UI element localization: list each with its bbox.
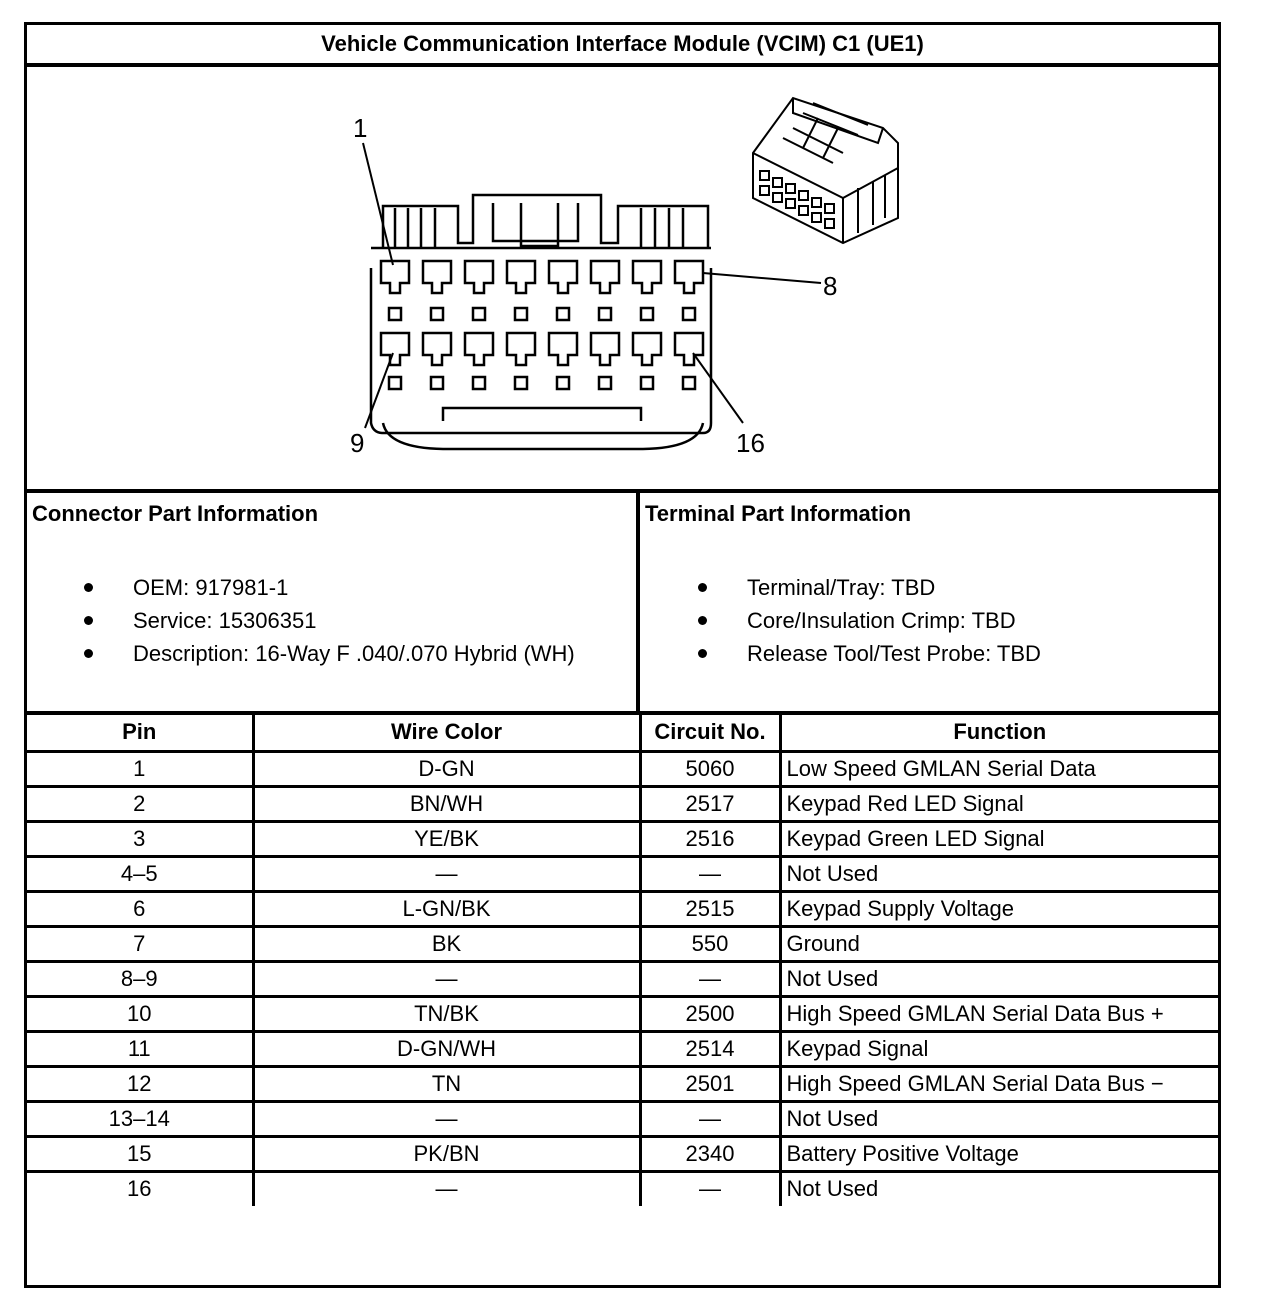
cell-circuit-no: 2501 bbox=[640, 1066, 780, 1101]
cell-circuit-no: 2517 bbox=[640, 786, 780, 821]
cell-pin: 3 bbox=[27, 821, 253, 856]
table-row bbox=[27, 1136, 1218, 1171]
bullet-icon bbox=[698, 583, 707, 592]
cell-pin: 4–5 bbox=[27, 856, 253, 891]
page-title: Vehicle Communication Interface Module (VCIM) C1 (UE1) bbox=[27, 25, 1218, 67]
table-row bbox=[27, 926, 1218, 961]
cell-pin: 15 bbox=[27, 1136, 253, 1171]
bullet-icon bbox=[84, 583, 93, 592]
cell-wire-color: — bbox=[253, 961, 640, 996]
cell-function: High Speed GMLAN Serial Data Bus − bbox=[780, 1066, 1218, 1101]
connector-3d-icon bbox=[753, 98, 898, 243]
cell-wire-color: — bbox=[253, 1101, 640, 1136]
connector-info-heading: Connector Part Information bbox=[32, 501, 319, 526]
cell-circuit-no: 2516 bbox=[640, 821, 780, 856]
table-header-row bbox=[27, 713, 1218, 751]
table-row bbox=[27, 821, 1218, 856]
bullet-icon bbox=[698, 649, 707, 658]
cell-pin: 11 bbox=[27, 1031, 253, 1066]
cell-function: Keypad Supply Voltage bbox=[780, 891, 1218, 926]
latch-holes-top bbox=[389, 308, 695, 320]
leader-pin-8 bbox=[703, 273, 821, 283]
terminal-info-heading: Terminal Part Information bbox=[645, 501, 912, 526]
cell-circuit-no: — bbox=[640, 961, 780, 996]
header-circuit-no: Circuit No. bbox=[640, 713, 780, 751]
cell-function: Ground bbox=[780, 926, 1218, 961]
leader-pin-9 bbox=[365, 353, 393, 428]
header-pin: Pin bbox=[27, 713, 253, 751]
cell-circuit-no: 2515 bbox=[640, 891, 780, 926]
cell-circuit-no: 2340 bbox=[640, 1136, 780, 1171]
pinout-table bbox=[27, 711, 1218, 1206]
pin-label-8: 8 bbox=[823, 271, 838, 301]
housing-ribs bbox=[395, 203, 683, 248]
cell-pin: 12 bbox=[27, 1066, 253, 1101]
cell-function: Battery Positive Voltage bbox=[780, 1136, 1218, 1171]
cell-wire-color: BN/WH bbox=[253, 786, 640, 821]
cell-wire-color: — bbox=[253, 1171, 640, 1206]
list-item: Terminal/Tray: TBD bbox=[698, 571, 1041, 604]
cell-circuit-no: — bbox=[640, 1101, 780, 1136]
cell-pin: 2 bbox=[27, 786, 253, 821]
cell-wire-color: — bbox=[253, 856, 640, 891]
table-row bbox=[27, 856, 1218, 891]
table-row bbox=[27, 961, 1218, 996]
cell-function: High Speed GMLAN Serial Data Bus + bbox=[780, 996, 1218, 1031]
cell-pin: 10 bbox=[27, 996, 253, 1031]
pin-label-1: 1 bbox=[353, 113, 368, 143]
cell-circuit-no: 5060 bbox=[640, 751, 780, 786]
pinout-table-body bbox=[27, 751, 1218, 1206]
terminal-part-info bbox=[640, 493, 1218, 711]
pin-label-9: 9 bbox=[350, 428, 365, 458]
header-wire-color: Wire Color bbox=[253, 713, 640, 751]
pin-label-16: 16 bbox=[736, 428, 765, 458]
cell-function: Not Used bbox=[780, 856, 1218, 891]
cell-circuit-no: 2500 bbox=[640, 996, 780, 1031]
cell-pin: 1 bbox=[27, 751, 253, 786]
table-row bbox=[27, 1066, 1218, 1101]
list-item: Description: 16-Way F .040/.070 Hybrid (WH) bbox=[84, 637, 575, 670]
list-item: Release Tool/Test Probe: TBD bbox=[698, 637, 1041, 670]
cell-wire-color: D-GN bbox=[253, 751, 640, 786]
table-row bbox=[27, 751, 1218, 786]
cell-wire-color: L-GN/BK bbox=[253, 891, 640, 926]
table-row bbox=[27, 996, 1218, 1031]
cavity-row-top bbox=[381, 261, 703, 293]
cell-circuit-no: — bbox=[640, 856, 780, 891]
cell-wire-color: TN/BK bbox=[253, 996, 640, 1031]
terminal-info-list bbox=[698, 571, 1041, 670]
cell-pin: 6 bbox=[27, 891, 253, 926]
connector-diagram bbox=[27, 67, 1218, 493]
cell-pin: 7 bbox=[27, 926, 253, 961]
cell-pin: 16 bbox=[27, 1171, 253, 1206]
cell-circuit-no: 2514 bbox=[640, 1031, 780, 1066]
cell-wire-color: D-GN/WH bbox=[253, 1031, 640, 1066]
cell-function: Keypad Signal bbox=[780, 1031, 1218, 1066]
cell-circuit-no: — bbox=[640, 1171, 780, 1206]
list-item: Service: 15306351 bbox=[84, 604, 575, 637]
leader-pin-16 bbox=[693, 353, 743, 423]
bullet-icon bbox=[698, 616, 707, 625]
list-item: OEM: 917981-1 bbox=[84, 571, 575, 604]
latch-holes-bottom bbox=[389, 377, 695, 389]
table-row bbox=[27, 891, 1218, 926]
cell-wire-color: PK/BN bbox=[253, 1136, 640, 1171]
cell-function: Not Used bbox=[780, 1171, 1218, 1206]
leader-pin-1 bbox=[363, 143, 393, 265]
cell-wire-color: YE/BK bbox=[253, 821, 640, 856]
cell-function: Low Speed GMLAN Serial Data bbox=[780, 751, 1218, 786]
table-row bbox=[27, 786, 1218, 821]
cell-pin: 13–14 bbox=[27, 1101, 253, 1136]
connector-info-list bbox=[84, 571, 575, 670]
connector-bottom-lip bbox=[383, 423, 703, 449]
table-row bbox=[27, 1171, 1218, 1206]
cell-wire-color: TN bbox=[253, 1066, 640, 1101]
cell-function: Not Used bbox=[780, 1101, 1218, 1136]
list-item: Core/Insulation Crimp: TBD bbox=[698, 604, 1041, 637]
cell-circuit-no: 550 bbox=[640, 926, 780, 961]
cell-function: Keypad Red LED Signal bbox=[780, 786, 1218, 821]
table-row bbox=[27, 1031, 1218, 1066]
cell-function: Not Used bbox=[780, 961, 1218, 996]
connector-face-drawing bbox=[3, 3, 1264, 563]
bullet-icon bbox=[84, 649, 93, 658]
cell-wire-color: BK bbox=[253, 926, 640, 961]
header-function: Function bbox=[780, 713, 1218, 751]
connector-part-info bbox=[27, 493, 640, 711]
connector-sheet bbox=[24, 22, 1221, 1288]
cell-pin: 8–9 bbox=[27, 961, 253, 996]
bullet-icon bbox=[84, 616, 93, 625]
cavity-row-bottom bbox=[381, 333, 703, 365]
table-row bbox=[27, 1101, 1218, 1136]
cell-function: Keypad Green LED Signal bbox=[780, 821, 1218, 856]
